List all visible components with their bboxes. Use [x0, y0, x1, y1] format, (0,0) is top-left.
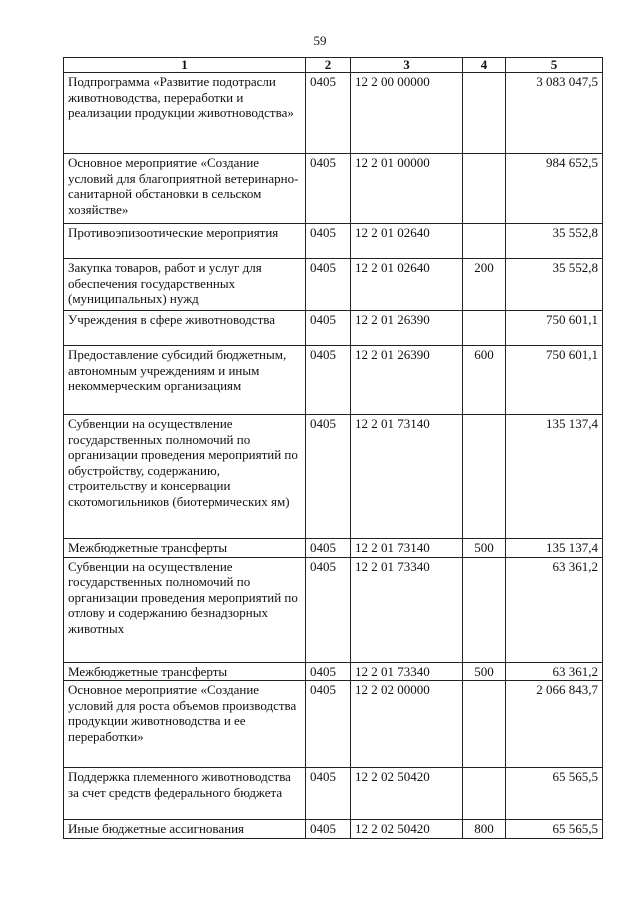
- row-section: 0405: [306, 311, 351, 346]
- table-row: [64, 662, 603, 681]
- row-target-code: 12 2 01 00000: [351, 154, 463, 224]
- row-expense-type: [463, 224, 506, 259]
- table-row: [64, 154, 603, 224]
- row-name: Учреждения в сфере животноводства: [64, 311, 306, 346]
- table-row: [64, 311, 603, 346]
- row-target-code: 12 2 01 26390: [351, 346, 463, 415]
- row-amount: 2 066 843,7: [506, 681, 603, 768]
- row-expense-type: [463, 154, 506, 224]
- row-amount: 35 552,8: [506, 224, 603, 259]
- row-expense-type: 500: [463, 539, 506, 558]
- row-name: Основное мероприятие «Создание условий для роста объемов производства продукции животноводства и ее переработки»: [64, 681, 306, 768]
- row-amount: 135 137,4: [506, 415, 603, 539]
- budget-table: [63, 57, 603, 839]
- row-expense-type: 200: [463, 259, 506, 311]
- row-expense-type: 600: [463, 346, 506, 415]
- row-name: Субвенции на осуществление государственных полномочий по организации проведения мероприятий по отлову и содержанию безнадзорных животных: [64, 557, 306, 662]
- row-amount: 750 601,1: [506, 311, 603, 346]
- row-name: Межбюджетные трансферты: [64, 539, 306, 558]
- row-target-code: 12 2 01 02640: [351, 224, 463, 259]
- row-target-code: 12 2 01 73340: [351, 557, 463, 662]
- row-expense-type: [463, 311, 506, 346]
- row-expense-type: 800: [463, 820, 506, 839]
- row-name: Закупка товаров, работ и услуг для обеспечения государственных (муниципальных) нужд: [64, 259, 306, 311]
- row-expense-type: [463, 768, 506, 820]
- row-target-code: 12 2 02 50420: [351, 820, 463, 839]
- row-name: Субвенции на осуществление государственных полномочий по организации проведения мероприятий по обустройству, содержанию, строительству и консервации скотомогильников (биотермических ям): [64, 415, 306, 539]
- table-row: [64, 557, 603, 662]
- table-header: [64, 58, 603, 73]
- column-header-5: 5: [506, 58, 603, 73]
- table-row: [64, 346, 603, 415]
- table-row: [64, 768, 603, 820]
- row-name: Противоэпизоотические мероприятия: [64, 224, 306, 259]
- table-row: [64, 681, 603, 768]
- table-row: [64, 539, 603, 558]
- row-section: 0405: [306, 768, 351, 820]
- row-name: Иные бюджетные ассигнования: [64, 820, 306, 839]
- row-amount: 35 552,8: [506, 259, 603, 311]
- row-section: 0405: [306, 259, 351, 311]
- row-section: 0405: [306, 224, 351, 259]
- row-amount: 984 652,5: [506, 154, 603, 224]
- header-row: [64, 58, 603, 73]
- row-target-code: 12 2 01 73140: [351, 539, 463, 558]
- row-expense-type: [463, 73, 506, 154]
- row-amount: 135 137,4: [506, 539, 603, 558]
- row-section: 0405: [306, 154, 351, 224]
- row-amount: 65 565,5: [506, 820, 603, 839]
- row-expense-type: [463, 681, 506, 768]
- row-target-code: 12 2 02 50420: [351, 768, 463, 820]
- table-row: [64, 73, 603, 154]
- column-header-3: 3: [351, 58, 463, 73]
- row-target-code: 12 2 01 02640: [351, 259, 463, 311]
- table-row: [64, 259, 603, 311]
- row-section: 0405: [306, 557, 351, 662]
- page-number: 59: [313, 33, 327, 48]
- row-section: 0405: [306, 681, 351, 768]
- column-header-4: 4: [463, 58, 506, 73]
- row-section: 0405: [306, 820, 351, 839]
- row-amount: 3 083 047,5: [506, 73, 603, 154]
- row-section: 0405: [306, 539, 351, 558]
- row-expense-type: 500: [463, 662, 506, 681]
- row-name: Поддержка племенного животноводства за счет средств федерального бюджета: [64, 768, 306, 820]
- row-expense-type: [463, 415, 506, 539]
- row-section: 0405: [306, 73, 351, 154]
- column-header-2: 2: [306, 58, 351, 73]
- row-section: 0405: [306, 662, 351, 681]
- row-expense-type: [463, 557, 506, 662]
- table-row: [64, 224, 603, 259]
- row-amount: 65 565,5: [506, 768, 603, 820]
- row-amount: 750 601,1: [506, 346, 603, 415]
- row-section: 0405: [306, 346, 351, 415]
- row-section: 0405: [306, 415, 351, 539]
- row-target-code: 12 2 02 00000: [351, 681, 463, 768]
- row-name: Подпрограмма «Развитие подотрасли животноводства, переработки и реализации продукции животноводства»: [64, 73, 306, 154]
- row-name: Основное мероприятие «Создание условий для благоприятной ветеринарно-санитарной обстановки в сельском хозяйстве»: [64, 154, 306, 224]
- row-target-code: 12 2 01 26390: [351, 311, 463, 346]
- table-body: [64, 73, 603, 839]
- row-name: Межбюджетные трансферты: [64, 662, 306, 681]
- row-target-code: 12 2 01 73140: [351, 415, 463, 539]
- row-target-code: 12 2 00 00000: [351, 73, 463, 154]
- row-target-code: 12 2 01 73340: [351, 662, 463, 681]
- column-header-1: 1: [64, 58, 306, 73]
- row-amount: 63 361,2: [506, 557, 603, 662]
- table-row: [64, 415, 603, 539]
- row-name: Предоставление субсидий бюджетным, автономным учреждениям и иным некоммерческим организациям: [64, 346, 306, 415]
- row-amount: 63 361,2: [506, 662, 603, 681]
- table-row: [64, 820, 603, 839]
